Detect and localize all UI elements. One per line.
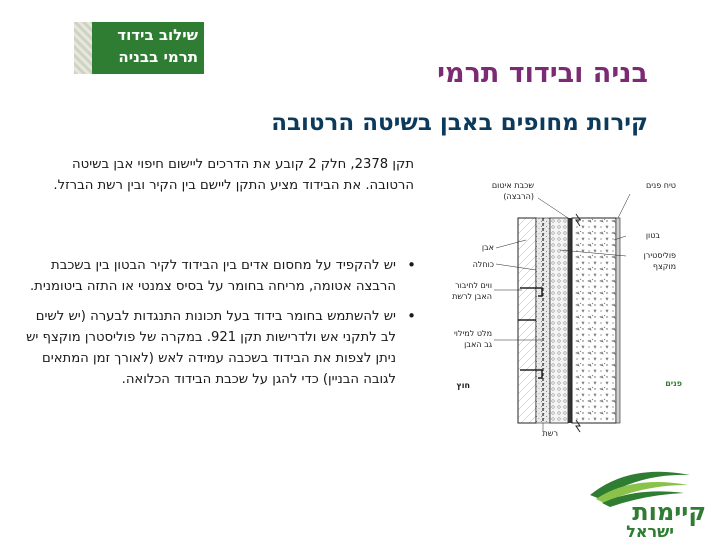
- label-stone: אבן: [481, 243, 494, 252]
- label-mesh: רשת: [542, 429, 558, 438]
- label-mortar-2: גב האבן: [464, 340, 492, 349]
- interior-plaster-layer: [616, 218, 620, 423]
- label-ties: ווים לחיבור: [455, 281, 492, 290]
- label-outside: חוץ: [456, 381, 470, 390]
- logo-text-line1: קיימות: [632, 498, 706, 526]
- wall-section-diagram: [430, 170, 690, 440]
- bullet-item: • יש להקפיד על מחסום אדים בין הבידוד לקיר הבטון בין בשכבת הרבצה אטומה, מריחה בחומר על בסיס צמנטי או התזה ביטומנית.: [20, 255, 418, 297]
- logo-text-line2: ישראל: [626, 522, 674, 541]
- insulation-layer: [550, 218, 568, 423]
- sealing-layer: [568, 218, 572, 423]
- label-sealing-layer-2: (הרבצה): [503, 192, 534, 201]
- label-concrete: בטון: [645, 231, 660, 240]
- label-sealing-layer: שכבת איטום: [491, 181, 534, 190]
- page-title: בניה ובידוד תרמי: [437, 58, 648, 89]
- label-inside: פנים: [665, 379, 682, 388]
- concrete-layer: [572, 218, 616, 423]
- label-mortar: מלט למילוי: [454, 329, 492, 338]
- label-polystyrene: פוליסטירן: [643, 251, 676, 260]
- label-ties-2: האבן לרשת: [452, 292, 492, 301]
- label-wall: כוחלה: [472, 260, 494, 269]
- corner-badge-line1: שילוב בידוד: [117, 26, 198, 44]
- intro-paragraph: תקן 2378, חלק 2 קובע את הדרכים ליישום חיפוי אבן בשיטה הרטובה. את הבידוד מציע התקן ליישם בין הקיר ובין רשת הברזל.: [53, 157, 414, 193]
- label-interior-plaster: טיח פנים: [645, 181, 676, 190]
- label-polystyrene-2: מוקצף: [652, 262, 676, 271]
- bullet-item: • יש להשתמש בחומר בידוד בעל תכונות התנגדות לבערה (יש לשים לב לתקני אש ולדרישות תקן 921. במקרה של פוליסטרן מוקצף יש ניתן לצפות את הבידוד בשכבה עמידה לאש (לאורך זמן המתאים לגובה הבניין) כדי להגן על שכבת הבידוד הכלואה.: [20, 306, 418, 390]
- bullet-list: [20, 255, 418, 399]
- page-subtitle: קירות מחופים באבן בשיטה הרטובה: [271, 110, 648, 136]
- corner-badge-line2: תרמי בבניה: [118, 48, 198, 66]
